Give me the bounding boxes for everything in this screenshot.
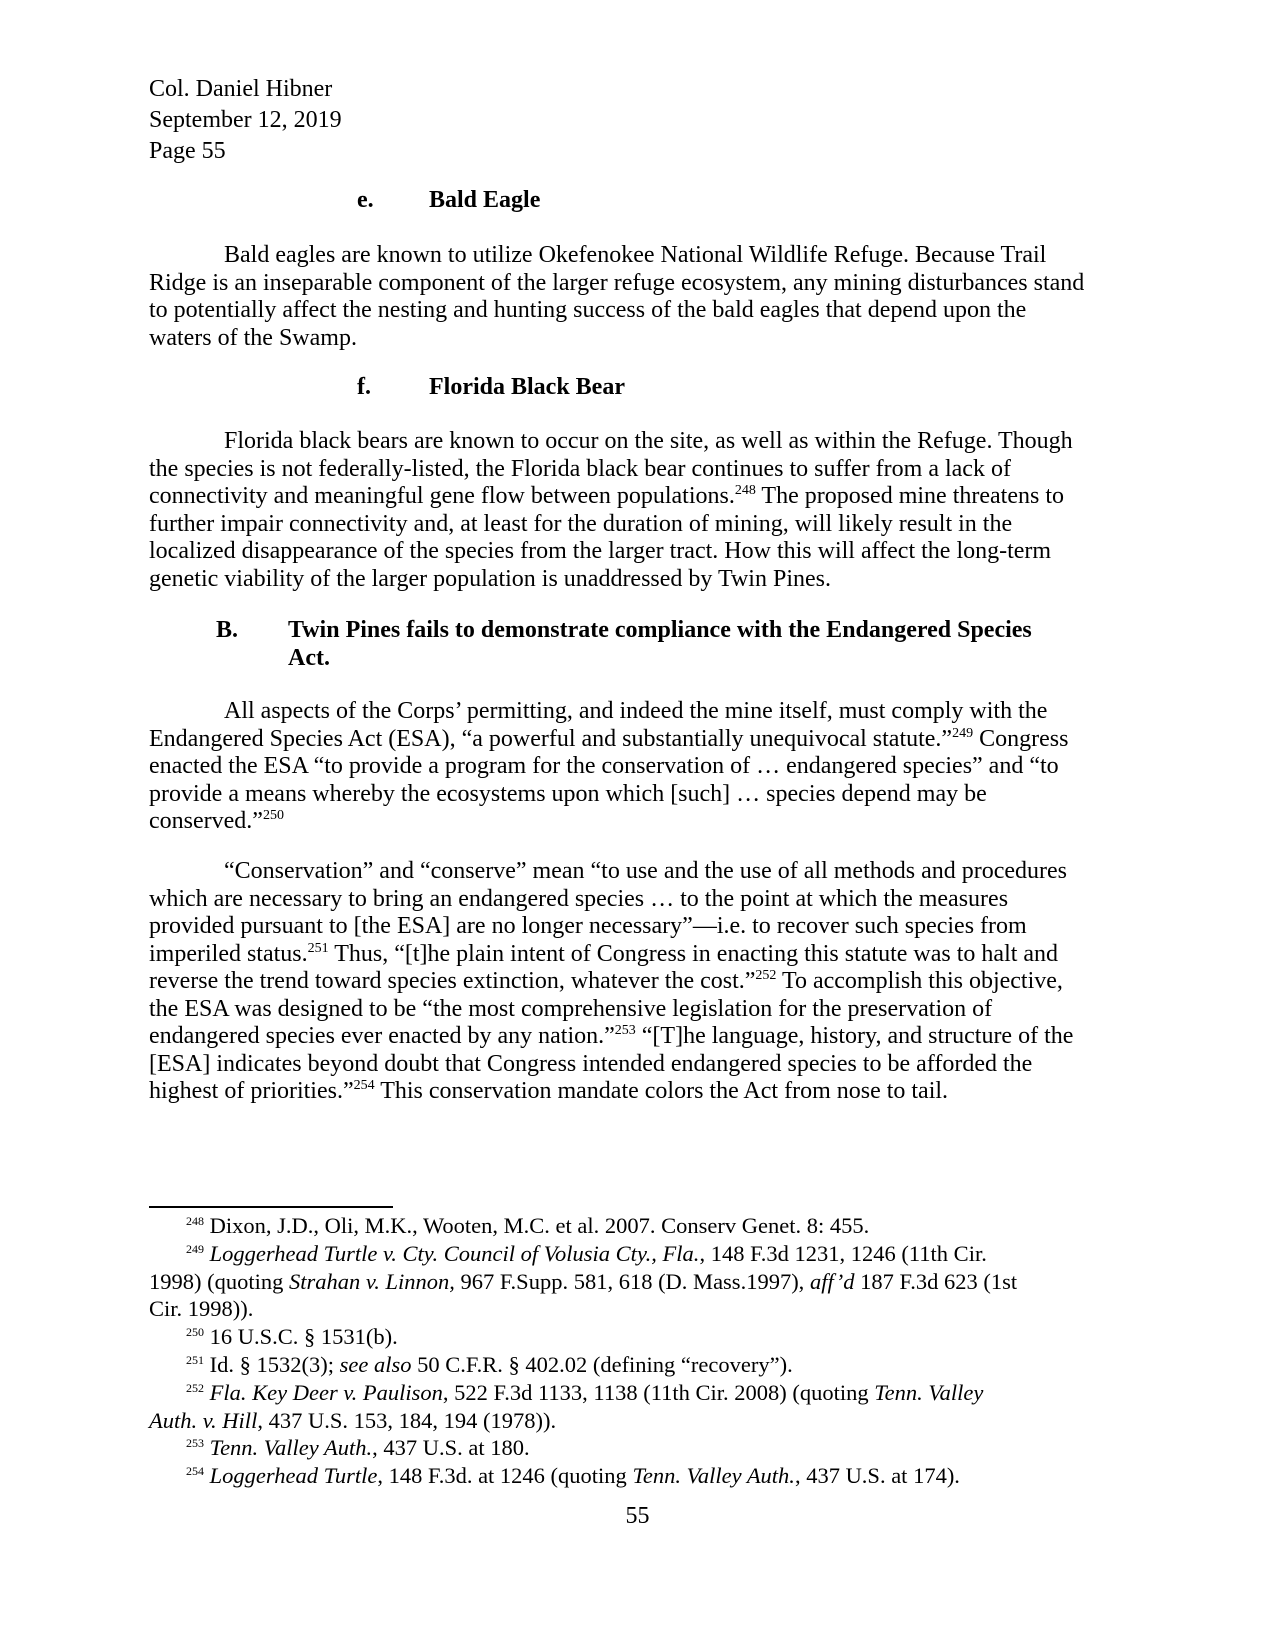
- text-line: to potentially affect the nesting and hunting success of the bald eagles that depend upon the: [149, 297, 1027, 323]
- text-line: provided pursuant to [the ESA] are no longer necessary”—i.e. to recover such species from: [149, 913, 1027, 939]
- paragraph-conservation: [149, 858, 1129, 1106]
- text-line: which are necessary to bring an endangered species … to the point at which the measures: [149, 885, 1009, 912]
- text-line: All aspects of the Corps’ permitting, and indeed the mine itself, must comply with the: [224, 698, 1048, 724]
- text-line: [ESA] indicates beyond doubt that Congress intended endangered species to be afforded the: [149, 1050, 1033, 1077]
- footnote-249-cont: 1998) (quoting Strahan v. Linnon, 967 F.Supp. 581, 618 (D. Mass.1997), aff’d 187 F.3d 623 (1st: [149, 1268, 1018, 1294]
- text-line: conserved.”$^{250}$: [149, 808, 284, 834]
- footnote-249-end: Cir. 1998)).: [149, 1296, 254, 1322]
- text-line: the ESA was designed to be “the most comprehensive legislation for the preservation of: [149, 995, 993, 1022]
- text-line: localized disappearance of the species from the larger tract. How this will affect the long-term: [149, 538, 1052, 564]
- text-line: genetic viability of the larger population is unaddressed by Twin Pines.: [149, 565, 831, 592]
- footnote-ref: 254: [353, 1078, 375, 1093]
- section-title: Florida Black Bear: [429, 374, 625, 400]
- section-title: Twin Pines fails to demonstrate compliance with the Endangered Species Act.: [288, 617, 1032, 671]
- footnote-ref: 252: [755, 968, 777, 983]
- text-line: waters of the Swamp.: [149, 324, 357, 351]
- text-line: provide a means whereby the ecosystems upon which [such] … species depend may be: [149, 780, 987, 807]
- text-line: enacted the ESA “to provide a program for the conservation of … endangered species” and “to: [149, 753, 1059, 779]
- page-number: 55: [625, 1503, 650, 1529]
- footnote-ref: 253: [614, 1023, 636, 1038]
- text-line: further impair connectivity and, at least for the duration of mining, will likely result in the: [149, 510, 1013, 537]
- footnote-251: $^{251}$ Id. § 1532(3); see also 50 C.F.R. § 402.02 (defining “recovery”).: [186, 1351, 793, 1377]
- footnote-ref: 248: [734, 483, 756, 498]
- text-line: Bald eagles are known to utilize Okefenokee National Wildlife Refuge. Because Trail: [224, 242, 1047, 268]
- paragraph-florida-black-bear: [149, 428, 1129, 593]
- text-line: Endangered Species Act (ESA), “a powerful and substantially unequivocal statute.”$^{249}$ Congress: [149, 725, 1069, 752]
- section-letter: e.: [357, 187, 374, 213]
- header-recipient: Col. Daniel Hibner: [149, 76, 333, 102]
- footnote-divider: [149, 1206, 393, 1208]
- footnote-252-cont: Auth. v. Hill, 437 U.S. 153, 184, 194 (1978)).: [149, 1407, 557, 1433]
- text-line: “Conservation” and “conserve” mean “to use and the use of all methods and procedures: [224, 858, 1068, 884]
- footnote-ref: 251: [307, 940, 329, 956]
- footnote-ref: 249: [952, 725, 974, 741]
- text-line: the species is not federally-listed, the Florida black bear continues to suffer from a lack of: [149, 455, 1011, 482]
- footnotes: [149, 1212, 1139, 1490]
- text-line: connectivity and meaningful gene flow between populations.$^{248}$ The proposed mine threatens to: [149, 483, 1064, 509]
- text-line: Ridge is an inseparable component of the larger refuge ecosystem, any mining disturbances stand: [149, 269, 1085, 296]
- section-letter: f.: [357, 374, 371, 400]
- section-title: Bald Eagle: [429, 187, 541, 213]
- paragraph-esa-intro: [149, 698, 1129, 836]
- footnote-254: $^{254}$ Loggerhead Turtle, 148 F.3d. at 1246 (quoting Tenn. Valley Auth., 437 U.S. at 174).: [186, 1463, 960, 1489]
- text-line: Florida black bears are known to occur on the site, as well as within the Refuge. Though: [224, 428, 1073, 454]
- footnote-253: $^{253}$ Tenn. Valley Auth., 437 U.S. at 180.: [186, 1435, 530, 1461]
- text-line: reverse the trend toward species extinction, whatever the cost.”$^{252}$ To accomplish this objective,: [149, 968, 1063, 994]
- letter-header: [149, 74, 342, 167]
- footnote-250: $^{250}$ 16 U.S.C. § 1531(b).: [186, 1324, 398, 1350]
- header-date: September 12, 2019: [149, 107, 342, 133]
- header-page: Page 55: [149, 138, 226, 164]
- footnote-248: $^{248}$ Dixon, J.D., Oli, M.K., Wooten, M.C. et al. 2007. Conserv Genet. 8: 455.: [186, 1213, 870, 1238]
- footnote-252: $^{252}$ Fla. Key Deer v. Paulison, 522 F.3d 1133, 1138 (11th Cir. 2008) (quoting Tenn. Valley: [186, 1379, 984, 1405]
- footnote-249: $^{249}$ Loggerhead Turtle v. Cty. Council of Volusia Cty., Fla., 148 F.3d 1231, 1246 (11th Cir.: [186, 1240, 987, 1266]
- text-line: highest of priorities.”$^{254}$ This conservation mandate colors the Act from nose to tail.: [149, 1078, 949, 1104]
- footnote-ref: 250: [262, 808, 284, 823]
- text-line: imperiled status.$^{251}$ Thus, “[t]he plain intent of Congress in enacting this statute was to halt and: [149, 940, 1059, 967]
- paragraph-bald-eagle: [149, 242, 1129, 352]
- text-line: endangered species ever enacted by any nation.”$^{253}$ “[T]he language, history, and structure of the: [149, 1023, 1074, 1049]
- section-letter: B.: [216, 617, 239, 643]
